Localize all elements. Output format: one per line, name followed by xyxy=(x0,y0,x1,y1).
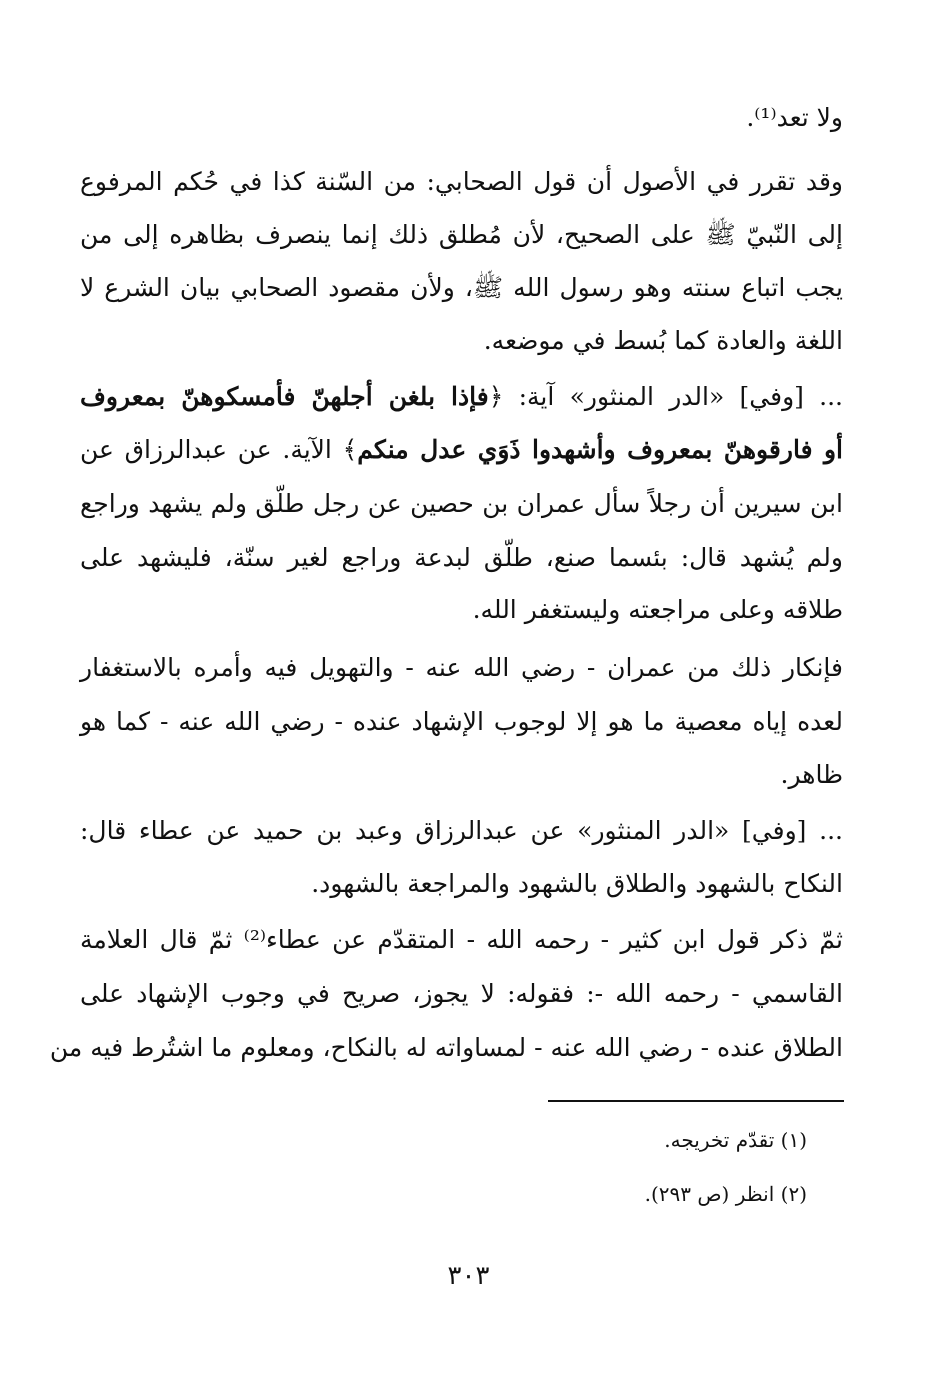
text-line: فإنكار ذلك من عمران - رضي الله عنه - والتهويل فيه وأمره بالاستغفار xyxy=(80,653,843,682)
text-line: لعده إياه معصية ما هو إلا لوجوب الإشهاد عنده - رضي الله عنه - كما هو xyxy=(80,707,843,736)
quran-verse: أو فارقوهنّ بمعروف وأشهدوا ذَوَي عدل منكم xyxy=(357,435,844,464)
quran-verse: فإذا بلغن أجلهنّ فأمسكوهنّ بمعروف xyxy=(80,382,489,411)
text-line: ابن سيرين أن رجلاً سأل عمران بن حصين عن رجل طلّق ولم يشهد وراجع xyxy=(80,489,843,518)
text-line: وقد تقرر في الأصول أن قول الصحابي: من السّنة كذا في حُكم المرفوع xyxy=(80,167,843,196)
text-line: ... [وفي] «الدر المنثور» عن عبدالرزاق وعبد بن حميد عن عطاء قال: xyxy=(80,816,843,845)
text-line: ولا تعد⁽¹⁾. xyxy=(746,103,843,132)
text-line xyxy=(80,377,843,417)
text-line: النكاح بالشهود والطلاق بالشهود والمراجعة بالشهود. xyxy=(311,869,843,898)
footnote: (٢) انظر (ص ٢٩٣). xyxy=(644,1182,807,1206)
text-line xyxy=(80,430,843,470)
text-line: الطلاق عنده - رضي الله عنه - لمساواته له بالنكاح، ومعلوم ما اشتُرط فيه من xyxy=(49,1033,843,1062)
text-line: يجب اتباع سنته وهو رسول الله ﷺ، ولأن مقصود الصحابي بيان الشرع لا xyxy=(80,273,843,302)
text-line: ظاهر. xyxy=(780,760,843,789)
footnote-separator xyxy=(548,1100,844,1102)
text-line: ولم يُشهد قال: بئسما صنع، طلّق لبدعة وراجع لغير سنّة، فليشهد على xyxy=(80,543,843,572)
footnote: (١) تقدّم تخريجه. xyxy=(664,1128,807,1152)
text-line: اللغة والعادة كما بُسط في موضعه. xyxy=(483,326,843,355)
text-line: القاسمي - رحمه الله -: فقوله: لا يجوز، صريح في وجوب الإشهاد على xyxy=(80,979,843,1008)
text-segment: ﴾ الآية. عن عبدالرزاق عن xyxy=(80,435,358,464)
text-line: طلاقه وعلى مراجعته وليستغفر الله. xyxy=(472,595,843,624)
page-number: ٣٠٣ xyxy=(447,1261,490,1291)
text-segment: ... [وفي] «الدر المنثور» آية: ﴿ xyxy=(488,382,844,411)
text-line: إلى النّبيّ ﷺ على الصحيح، لأن مُطلق ذلك إنما ينصرف بظاهره إلى من xyxy=(80,220,843,249)
text-line: ثمّ ذكر قول ابن كثير - رحمه الله - المتقدّم عن عطاء⁽²⁾ ثمّ قال العلامة xyxy=(80,925,843,954)
